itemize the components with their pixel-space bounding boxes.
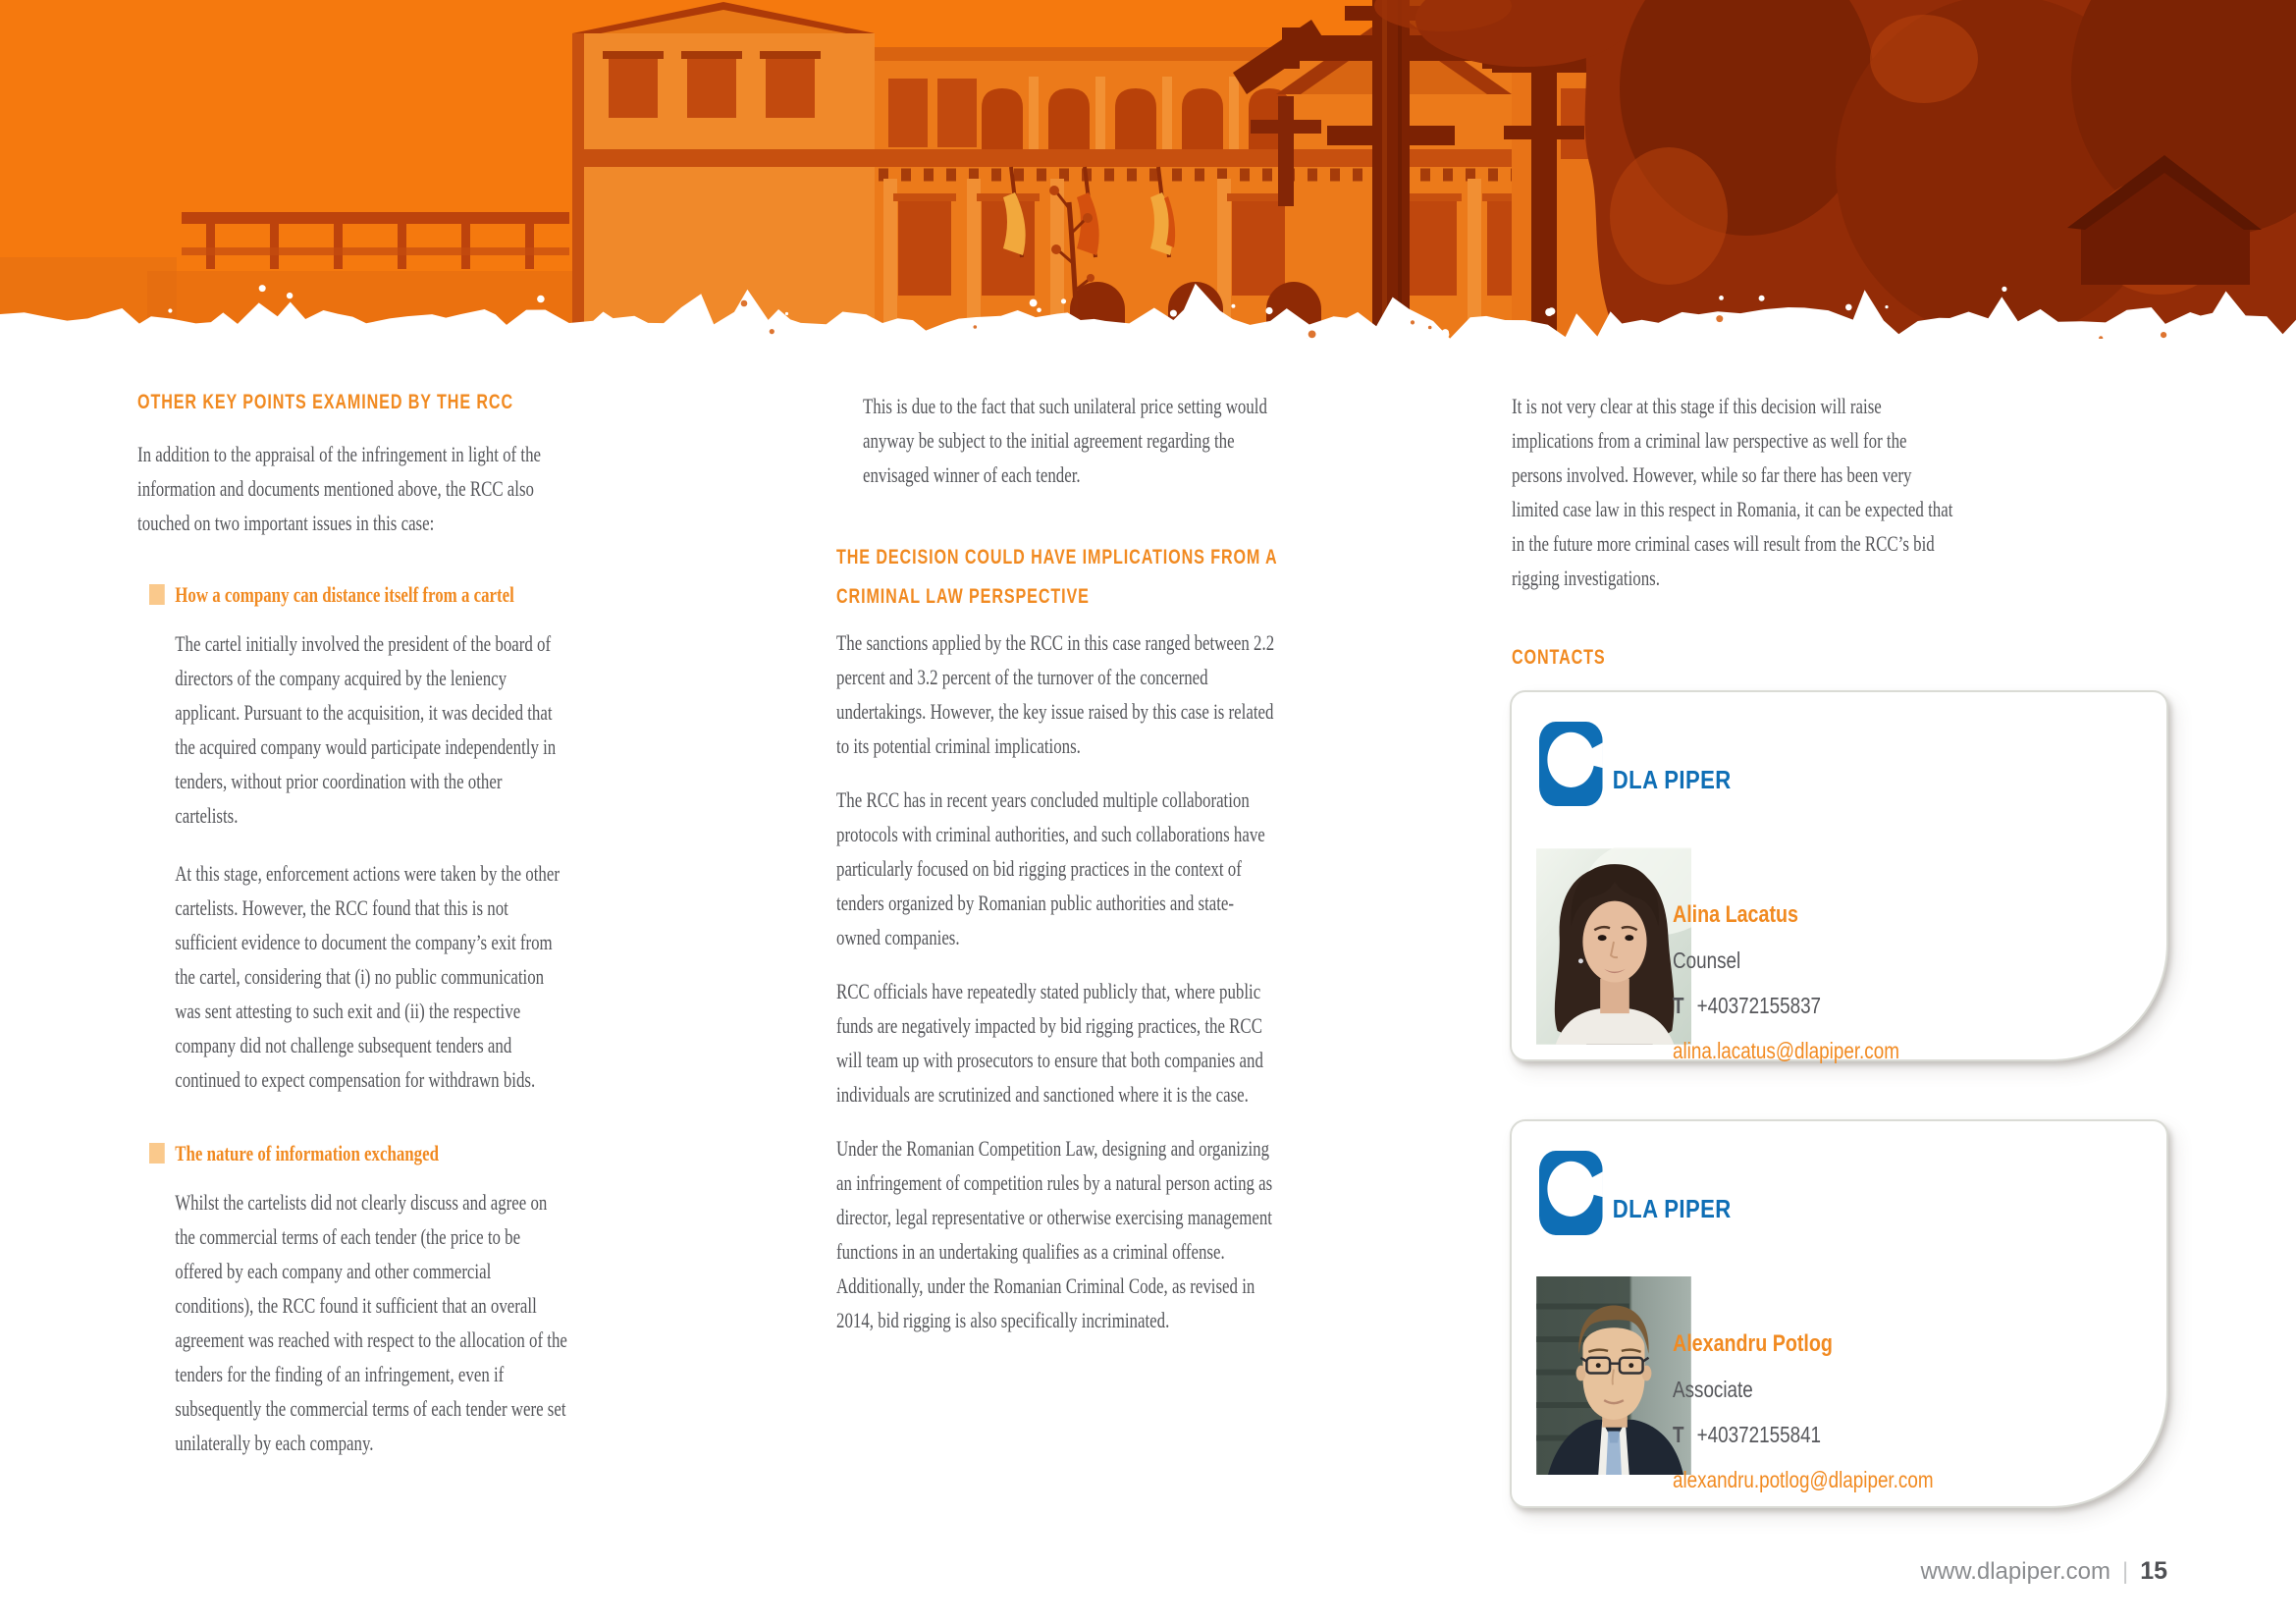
phone-label: T	[1673, 1422, 1684, 1447]
bullet-paragraph: The cartel initially involved the president of the board of directors of the company acquired by the leniency applicant. Pursuant to the acquisition, it was decided that the acquired company would participate independently in tenders, without prior coordination with the other cartelists.	[175, 631, 557, 828]
col2-paragraph: The RCC has in recent years concluded multiple collaboration protocols with criminal authorities, and such collaborations have particularly focused on bid rigging practices in the context of tenders organized by Romanian public authorities and state-owned companies.	[836, 787, 1265, 949]
contact-card-alina-lacatus	[1510, 690, 2168, 1061]
col2-paragraph: Under the Romanian Competition Law, designing and organizing an infringement of competition rules by a natural person acting as director, legal representative or otherwise exercising management functions in an undertaking qualifies as a criminal offense. Additionally, under the Romanian Criminal Code, as revised in 2014, bid rigging is also specifically incriminated.	[836, 1136, 1273, 1332]
contact-title: Counsel	[1673, 947, 1741, 973]
page-footer	[1921, 1556, 2167, 1587]
contact-title: Associate	[1673, 1377, 1753, 1402]
bullet-square-icon	[149, 584, 165, 605]
col2-paragraph: RCC officials have repeatedly stated publicly that, where public funds are negatively impacted by bid rigging practices, the RCC will team up with prosecutors to ensure that both companies and individuals are scrutinized and sanctioned where it is the case.	[836, 979, 1263, 1107]
contact-email-link[interactable]: alina.lacatus@dlapiper.com	[1673, 1038, 1899, 1063]
contact-photo-alina-lacatus	[1536, 847, 1691, 1046]
contact-info	[1673, 1322, 2123, 1502]
section-heading-criminal-law: THE DECISION COULD HAVE IMPLICATIONS FROM A CRIMINAL LAW PERSPECTIVE	[836, 545, 1277, 608]
bullet-square-icon	[149, 1143, 165, 1164]
col2-paragraph: The sanctions applied by the RCC in this case ranged between 2.2 percent and 3.2 percent of the turnover of the concerned undertakings. However, the key issue raised by this case is related to its potential criminal implications.	[836, 630, 1275, 758]
bullet-paragraph: Whilst the cartelists did not clearly discuss and agree on the commercial terms of each tender (the price to be offered by each company and other commercial conditions), the RCC found it sufficient that an overall agreement was reached with respect to the allocation of the tenders for the finding of an infringement, even if subsequently the commercial terms of each tender were set unilaterally by each company.	[175, 1190, 567, 1455]
dla-piper-logo	[1539, 722, 1732, 806]
column-2	[836, 389, 1288, 1337]
contact-card-alexandru-potlog	[1510, 1119, 2168, 1508]
contact-name: Alexandru Potlog	[1673, 1330, 1833, 1357]
bullet-paragraph: At this stage, enforcement actions were taken by the other cartelists. However, the RCC found that this is not sufficient evidence to document the company’s exit from the cartel, considering that (i) no public communication was sent attesting to such exit and (ii) the respective company did not challenge subsequent tenders and continued to expect compensation for withdrawn bids.	[175, 861, 560, 1092]
phone-number: +40372155841	[1696, 1422, 1822, 1447]
contact-info	[1673, 893, 2123, 1073]
contacts-heading: CONTACTS	[1512, 645, 1606, 669]
contact-phone	[1673, 983, 2123, 1028]
col3-lead-paragraph: It is not very clear at this stage if this decision will raise implications from a criminal law perspective as well for the persons involved. However, while so far there has been very limited case law in this respect in Romania, it can be expected that in the future more criminal cases will result from the RCC’s bid rigging investigations.	[1512, 394, 1953, 590]
footer-url-link[interactable]: www.dlapiper.com	[1920, 1558, 2110, 1585]
contact-photo-alexandru-potlog	[1536, 1276, 1691, 1475]
col2-lead-paragraph: This is due to the fact that such unilateral price setting would anyway be subject to the initial agreement regarding the envisaged winner of each tender.	[863, 394, 1267, 487]
page-number: 15	[2140, 1557, 2167, 1585]
contact-name: Alina Lacatus	[1673, 901, 1798, 928]
column-3	[1512, 389, 1963, 670]
bullet-distance-from-cartel	[137, 577, 568, 1097]
column-1	[137, 389, 579, 1460]
dla-piper-logo-text: DLA PIPER	[1612, 765, 1732, 794]
section-heading-other-key-points: OTHER KEY POINTS EXAMINED BY THE RCC	[137, 390, 514, 413]
bullet-nature-of-information	[137, 1136, 568, 1460]
phone-number: +40372155837	[1696, 993, 1822, 1018]
footer-separator: |	[2121, 1558, 2129, 1585]
bullet-title: How a company can distance itself from a cartel	[175, 582, 514, 607]
dla-piper-logo-icon	[1539, 1151, 1603, 1235]
dla-piper-logo-text: DLA PIPER	[1612, 1194, 1732, 1223]
phone-label: T	[1673, 993, 1684, 1018]
dla-piper-logo-icon	[1539, 722, 1603, 806]
bullet-title: The nature of information exchanged	[175, 1141, 440, 1165]
contact-phone	[1673, 1412, 2123, 1457]
contact-email-link[interactable]: alexandru.potlog@dlapiper.com	[1673, 1467, 1934, 1492]
col1-intro-paragraph: In addition to the appraisal of the infringement in light of the information and documents mentioned above, the RCC also touched on two important issues in this case:	[137, 442, 541, 535]
header-photo	[0, 0, 2296, 339]
dla-piper-logo	[1539, 1151, 1732, 1235]
